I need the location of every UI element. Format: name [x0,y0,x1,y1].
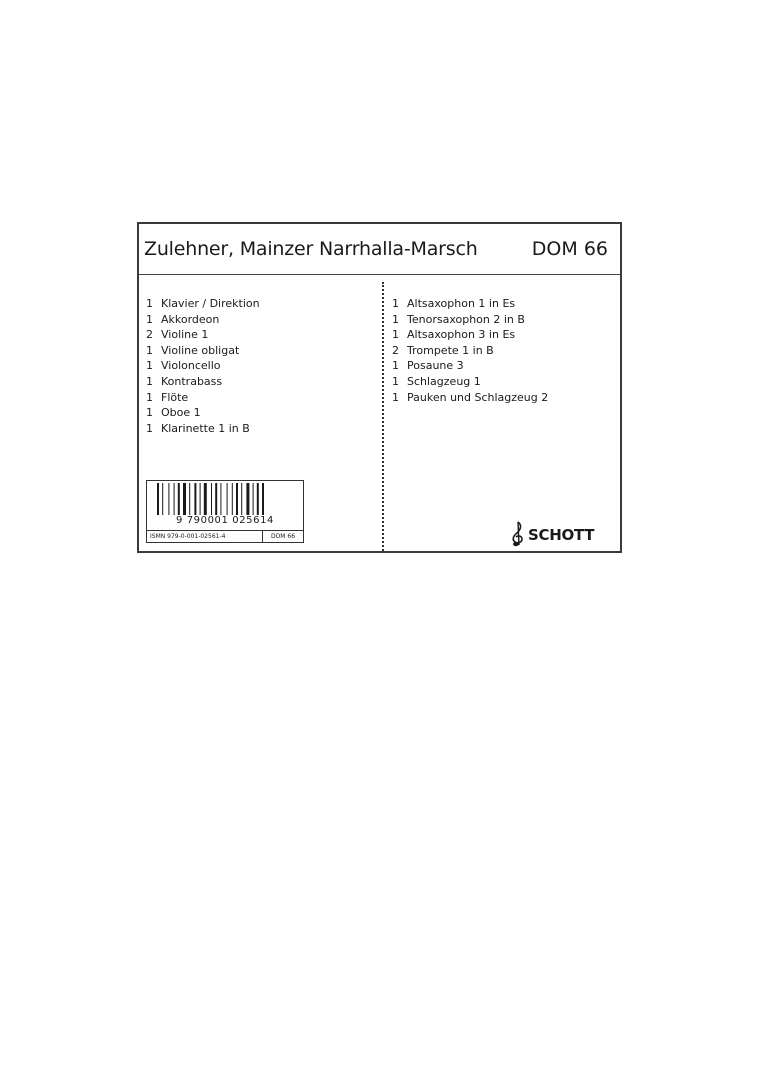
part-name: Violine obligat [161,343,240,357]
part-name: Flöte [161,390,189,404]
barcode-bar [157,483,159,515]
part-name: Tenorsaxophon 2 in B [407,312,525,326]
part-item [392,358,548,374]
part-item [146,312,260,328]
part-item [146,374,260,390]
part-item [392,312,548,328]
part-name: Schlagzeug 1 [407,374,481,388]
barcode-bar [232,483,233,515]
barcode-bar [174,483,175,515]
barcode-bar [189,483,190,515]
barcode-bar [204,483,207,515]
part-name: Posaune 3 [407,359,464,373]
part-name: Oboe 1 [161,406,201,420]
barcode-bar [220,483,221,515]
catalog-code: DOM 66 [531,238,608,260]
part-qty: 1 [392,297,399,310]
part-item [146,421,260,437]
part-item [392,374,548,390]
part-qty: 1 [146,312,153,326]
barcode-digits: 9 790001 025614 [175,515,275,526]
barcode-bar [183,483,186,515]
part-item [146,296,260,312]
barcode-bar [215,483,217,515]
part-item [146,327,260,343]
part-qty: 1 [146,297,153,310]
part-item [392,390,548,406]
part-qty: 2 [392,343,399,357]
part-item [146,405,260,421]
part-qty: 1 [392,328,399,342]
part-qty: 2 [146,328,153,342]
ismn-catalog-code: DOM 66 [262,531,303,542]
part-qty: 1 [392,312,399,326]
dotted-divider [382,282,384,551]
part-name: Klavier / Direktion [161,297,260,310]
barcode-bar [257,483,259,515]
part-qty: 1 [392,390,399,404]
barcode-bar [253,483,254,515]
publisher-name: SCHOTT [528,526,595,544]
part-name: Altsaxophon 3 in Es [407,328,516,342]
part-item [392,343,548,359]
card-header [139,224,620,275]
part-qty: 1 [146,421,153,435]
barcode-bar [178,483,180,515]
score-title: Zulehner, Mainzer Narrhalla-Marsch [144,238,478,260]
treble-clef-icon [509,521,527,547]
part-item [392,327,548,343]
parts-list-left [146,296,260,436]
part-item [146,390,260,406]
part-name: Akkordeon [161,312,220,326]
barcode-bar [211,483,212,515]
part-name: Violoncello [161,359,221,373]
part-name: Klarinette 1 in B [161,421,250,435]
part-item [146,358,260,374]
barcode-bar [236,483,238,515]
part-qty: 1 [392,359,399,373]
barcode-box [146,480,304,543]
barcode-bar [262,483,264,515]
part-item [392,296,548,312]
part-name: Kontrabass [161,374,223,388]
barcode-bar [194,483,196,515]
barcode-bars [157,483,293,515]
barcode-bar [162,483,163,515]
part-qty: 1 [146,390,153,404]
barcode-bar [168,483,169,515]
barcode-bar [241,483,242,515]
part-qty: 1 [146,406,153,420]
barcode-bar [200,483,201,515]
part-item [146,343,260,359]
barcode-bar [246,483,249,515]
part-qty: 1 [392,374,399,388]
part-name: Pauken und Schlagzeug 2 [407,390,549,404]
part-qty: 1 [146,343,153,357]
part-qty: 1 [146,359,153,373]
part-name: Altsaxophon 1 in Es [407,297,516,310]
ismn-row [147,530,303,542]
barcode-bar [227,483,228,515]
score-label-card [137,222,622,553]
ismn-number: ISMN 979-0-001-02561-4 [150,533,226,540]
parts-list-right [392,296,548,405]
part-name: Trompete 1 in B [407,343,494,357]
part-name: Violine 1 [161,328,209,342]
part-qty: 1 [146,374,153,388]
